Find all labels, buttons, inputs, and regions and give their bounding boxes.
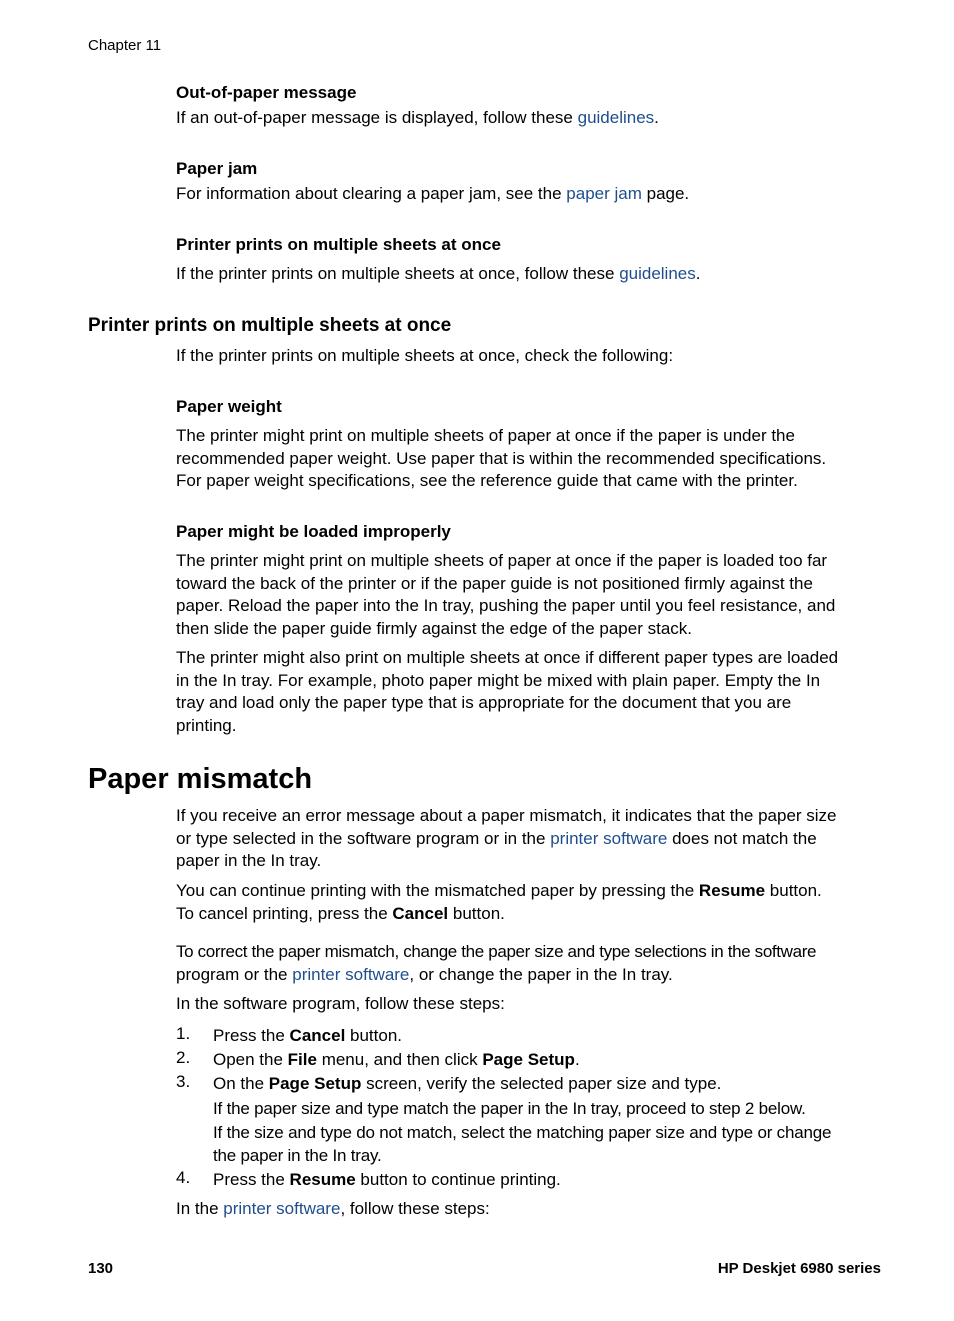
mismatch-p2-before: You can continue printing with the mismatched paper by pressing the — [176, 881, 699, 900]
resume-bold: Resume — [698, 881, 766, 900]
mismatch-p3 — [176, 941, 882, 986]
step-4-bold: Resume — [289, 1170, 356, 1189]
printer-software-link-3[interactable]: printer software — [223, 1199, 341, 1218]
step-4-before: Press the — [213, 1170, 290, 1189]
paper-weight-line-2: recommended paper weight. Use paper that is within the recommended specifications. — [176, 448, 827, 468]
multi-sheets-sub-text-before: If the printer prints on multiple sheets at once, follow these — [176, 264, 620, 283]
paper-weight-line-1: The printer might print on multiple sheets of paper at once if the paper is under the — [176, 426, 795, 445]
paper-jam-heading: Paper jam — [176, 159, 258, 178]
mismatch-p2-line2-after: button. — [448, 903, 505, 923]
multi-sheets-subheading: Printer prints on multiple sheets at once — [176, 235, 501, 254]
paper-weight-text — [176, 425, 882, 493]
mismatch-p3-line-1: To correct the paper mismatch, change the paper size and type selections in the software — [176, 942, 817, 961]
mismatch-p5 — [176, 1198, 490, 1221]
mismatch-p1-after: does not match the — [667, 828, 817, 848]
multi-sheets-sub-text — [176, 263, 700, 286]
loaded-line-1: The printer might print on multiple sheets of paper at once if the paper is loaded too far — [176, 551, 828, 570]
mismatch-p3-after: , or change the paper in the In tray. — [409, 964, 673, 984]
mismatch-p5-after: , follow these steps: — [340, 1199, 490, 1218]
step-4-after: button to continue printing. — [355, 1170, 561, 1189]
step-3-after: screen, verify the selected paper size and type. — [361, 1074, 722, 1093]
types-line-2: in the In tray. For example, photo paper might be mixed with plain paper. Empty the In — [176, 670, 821, 690]
step-1-before: Press the — [213, 1026, 290, 1045]
paper-weight-line-3: For paper weight specifications, see the reference guide that came with the printer. — [176, 471, 798, 490]
step-3-text — [213, 1072, 883, 1096]
step-2-before: Open the — [213, 1050, 288, 1069]
guidelines-link-2[interactable]: guidelines — [619, 264, 696, 283]
paper-weight-heading: Paper weight — [176, 397, 282, 416]
loaded-line-2: toward the back of the printer or if the paper guide is not positioned firmly against the — [176, 573, 813, 593]
step-2-text — [213, 1048, 883, 1072]
mismatch-p4: In the software program, follow these steps: — [176, 994, 505, 1013]
mismatch-p1-line-1: If you receive an error message about a paper mismatch, it indicates that the paper size — [176, 806, 837, 825]
multi-sheets-sub-text-after: . — [695, 264, 701, 283]
mismatch-p2-after: button. — [765, 881, 822, 900]
types-line-3: tray and load only the paper type that is appropriate for the document that you are — [176, 693, 792, 712]
loaded-improperly-heading: Paper might be loaded improperly — [176, 522, 451, 541]
page-number: 130 — [88, 1260, 114, 1277]
step-3-bold: Page Setup — [268, 1074, 362, 1093]
cancel-bold: Cancel — [392, 903, 449, 923]
step-2-number: 2. — [176, 1048, 191, 1067]
mismatch-p1-line-3: paper in the In tray. — [176, 851, 322, 870]
step-3-note-line-2: If the size and type do not match, select the matching paper size and type or change — [213, 1122, 832, 1142]
mismatch-p2-line-2 — [176, 903, 882, 926]
mismatch-p1 — [176, 805, 882, 873]
loaded-improperly-text — [176, 550, 882, 640]
step-1-bold: Cancel — [289, 1026, 346, 1045]
printer-software-link-1[interactable]: printer software — [550, 828, 668, 848]
mismatch-p2-line-1 — [176, 880, 882, 903]
step-3-number: 3. — [176, 1072, 191, 1091]
chapter-label: Chapter 11 — [88, 37, 162, 54]
step-1-text — [213, 1024, 883, 1048]
mismatch-p2 — [176, 880, 882, 925]
out-of-paper-text-after: . — [654, 108, 659, 127]
loaded-line-4: then slide the paper guide firmly against the edge of the paper stack. — [176, 618, 692, 638]
step-1-after: button. — [345, 1026, 403, 1045]
mismatch-p1-line-2 — [176, 828, 882, 851]
mismatch-p2-line2-before: To cancel printing, press the — [176, 903, 393, 923]
loaded-line-3: paper. Reload the paper into the In tray, pushing the paper until you feel resistance, and — [176, 596, 836, 615]
multi-sheets-heading: Printer prints on multiple sheets at once — [88, 315, 452, 336]
types-line-4: printing. — [176, 715, 237, 735]
mismatch-p3-line-2 — [176, 964, 882, 987]
out-of-paper-text — [176, 107, 659, 130]
step-4-number: 4. — [176, 1168, 191, 1187]
paper-types-text — [176, 647, 882, 737]
types-line-1: The printer might also print on multiple sheets at once if different paper types are loaded — [176, 648, 839, 667]
paper-jam-text — [176, 183, 689, 206]
step-2-bold-file: File — [287, 1050, 317, 1069]
paper-jam-text-after: page. — [641, 184, 690, 203]
step-4-text — [213, 1168, 883, 1192]
step-1-number: 1. — [176, 1024, 191, 1043]
paper-mismatch-heading: Paper mismatch — [88, 763, 313, 795]
paper-jam-text-before: For information about clearing a paper jam, see the — [176, 184, 567, 203]
step-3-before: On the — [213, 1074, 269, 1093]
step-2-bold-page-setup: Page Setup — [482, 1050, 575, 1069]
multi-sheets-intro: If the printer prints on multiple sheets at once, check the following: — [176, 346, 674, 365]
step-3-note-line-3: the paper in the In tray. — [213, 1146, 382, 1165]
step-3-note — [213, 1097, 883, 1168]
step-3-note-line-1: If the paper size and type match the paper in the In tray, proceed to step 2 below. — [213, 1099, 806, 1118]
mismatch-p1-before: or type selected in the software program or in the — [176, 828, 551, 848]
mismatch-p3-before: program or the — [176, 964, 293, 984]
paper-jam-link[interactable]: paper jam — [566, 184, 642, 203]
out-of-paper-text-before: If an out-of-paper message is displayed, follow these — [176, 108, 578, 127]
step-2-after: . — [574, 1050, 580, 1069]
mismatch-p5-before: In the — [176, 1199, 224, 1218]
out-of-paper-heading: Out-of-paper message — [176, 83, 357, 102]
step-2-mid: menu, and then click — [316, 1050, 483, 1069]
guidelines-link-1[interactable]: guidelines — [577, 108, 655, 127]
product-name: HP Deskjet 6980 series — [717, 1260, 881, 1277]
printer-software-link-2[interactable]: printer software — [292, 964, 410, 984]
